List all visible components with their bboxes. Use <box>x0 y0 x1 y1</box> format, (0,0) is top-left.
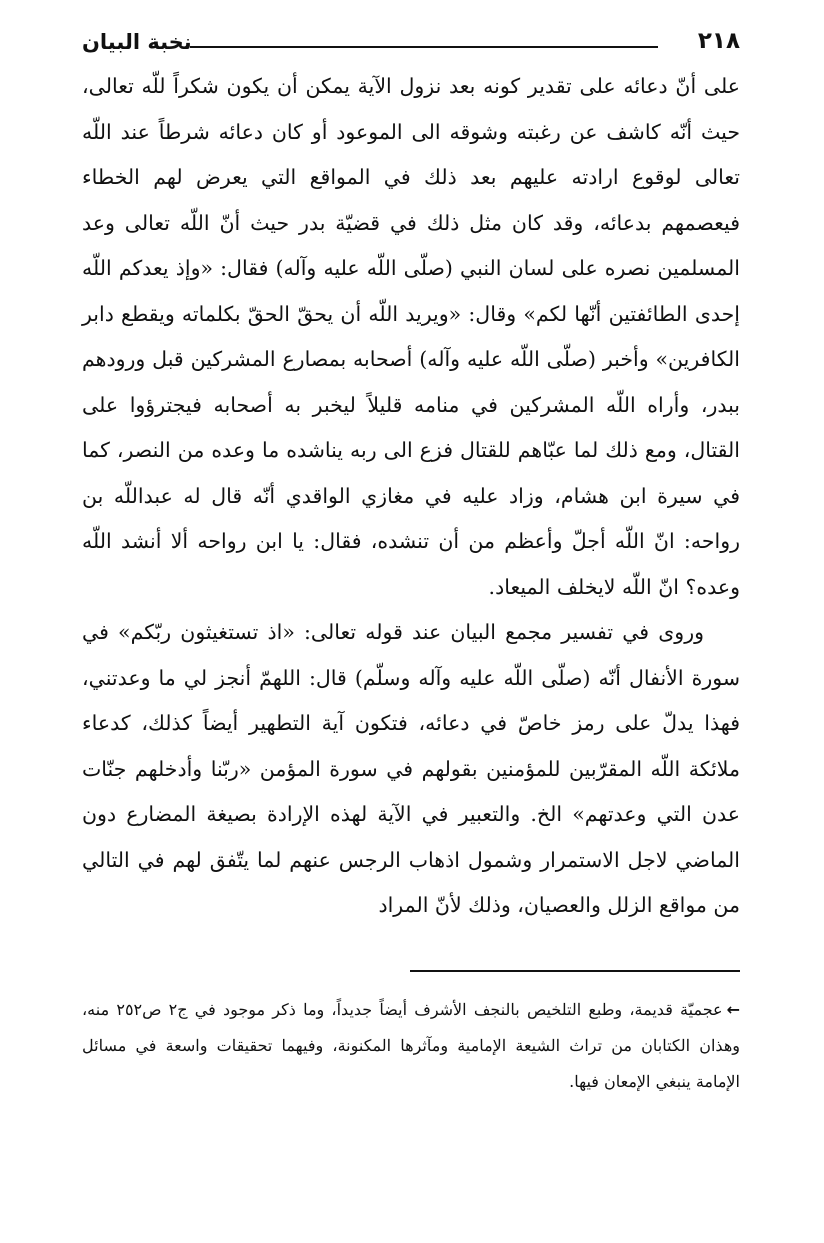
continuation-arrow-icon: ← <box>726 1000 740 1019</box>
paragraph-2: وروى في تفسير مجمع البيان عند قوله تعالى: «اذ تستغيثون ربّكم» في سورة الأنفال أنّه (صلّى اللّه عليه وآله وسلّم) قال: اللهمّ أنجز لي ما وعدتني، فهذا يدلّ على رمز خاصّ في دعائه، فتكون آية التطهير أيضاً كذلك، كدعاء ملائكة اللّه المقرّبين للمؤمنين بقولهم في سورة المؤمن «ربّنا وأدخلهم جنّات عدن التي وعدتهم» الخ. والتعبير في الآية لهذه الإرادة بصيغة المضارع دون الماضي لاجل الاستمرار وشمول اذهاب الرجس عنهم لما يتّفق لهم في التالي من مواقع الزلل والعصيان، وذلك لأنّ المراد <box>82 620 740 917</box>
footnote-rule <box>410 970 740 972</box>
running-title: نخبة البيان <box>82 30 192 54</box>
page-header <box>82 28 740 62</box>
header-rule <box>190 46 658 48</box>
footnote <box>82 992 740 1100</box>
footnote-paragraph <box>82 992 740 1100</box>
footnote-text: عجميّة قديمة، وطبع التلخيص بالنجف الأشرف أيضاً جديداً، وما ذكر موجود في ج٢ ص٢٥٢ منه، وهذان الكتابان من تراث الشيعة الإمامية ومآثرها المكنونة، وفيهما تحقيقات واسعة في مسائل الإمامة ينبغي الإمعان فيها. <box>82 1000 740 1091</box>
paragraph-1: على أنّ دعائه على تقدير كونه بعد نزول الآية يمكن أن يكون شكراً للّه تعالى، حيث أنّه كاشف عن رغبته وشوقه الى الموعود أو كان دعائه شرطاً عند اللّه تعالى لوقوع ارادته عليهم بعد ذلك في المواقع التي يعرض لهم الخطاء فيعصمهم بدعائه، وقد كان مثل ذلك في قضيّة بدر حيث أنّ اللّه تعالى وعد المسلمين نصره على لسان النبي (صلّى اللّه عليه وآله) فقال: «وإذ يعدكم اللّه إحدى الطائفتين أنّها لكم» وقال: «ويريد اللّه أن يحقّ الحقّ بكلماته ويقطع دابر الكافرين» وأخبر (صلّى اللّه عليه وآله) أصحابه بمصارع المشركين قبل ورودهم ببدر، وأراه اللّه المشركين في منامه قليلاً ليخبر به أصحابه فيجترؤوا على القتال، ومع ذلك لما عبّاهم للقتال فزع الى ربه يناشده ما وعده من النصر، كما في سيرة ابن هشام، وزاد عليه في مغازي الواقدي أنّه قال له عبداللّه بن رواحه: انّ اللّه أجلّ وأعظم من أن تنشده، فقال: يا ابن رواحه ألا أنشد اللّه وعده؟ انّ اللّه لايخلف الميعاد. <box>82 74 740 599</box>
main-text <box>82 64 740 929</box>
page-number: ٢١٨ <box>697 28 740 54</box>
